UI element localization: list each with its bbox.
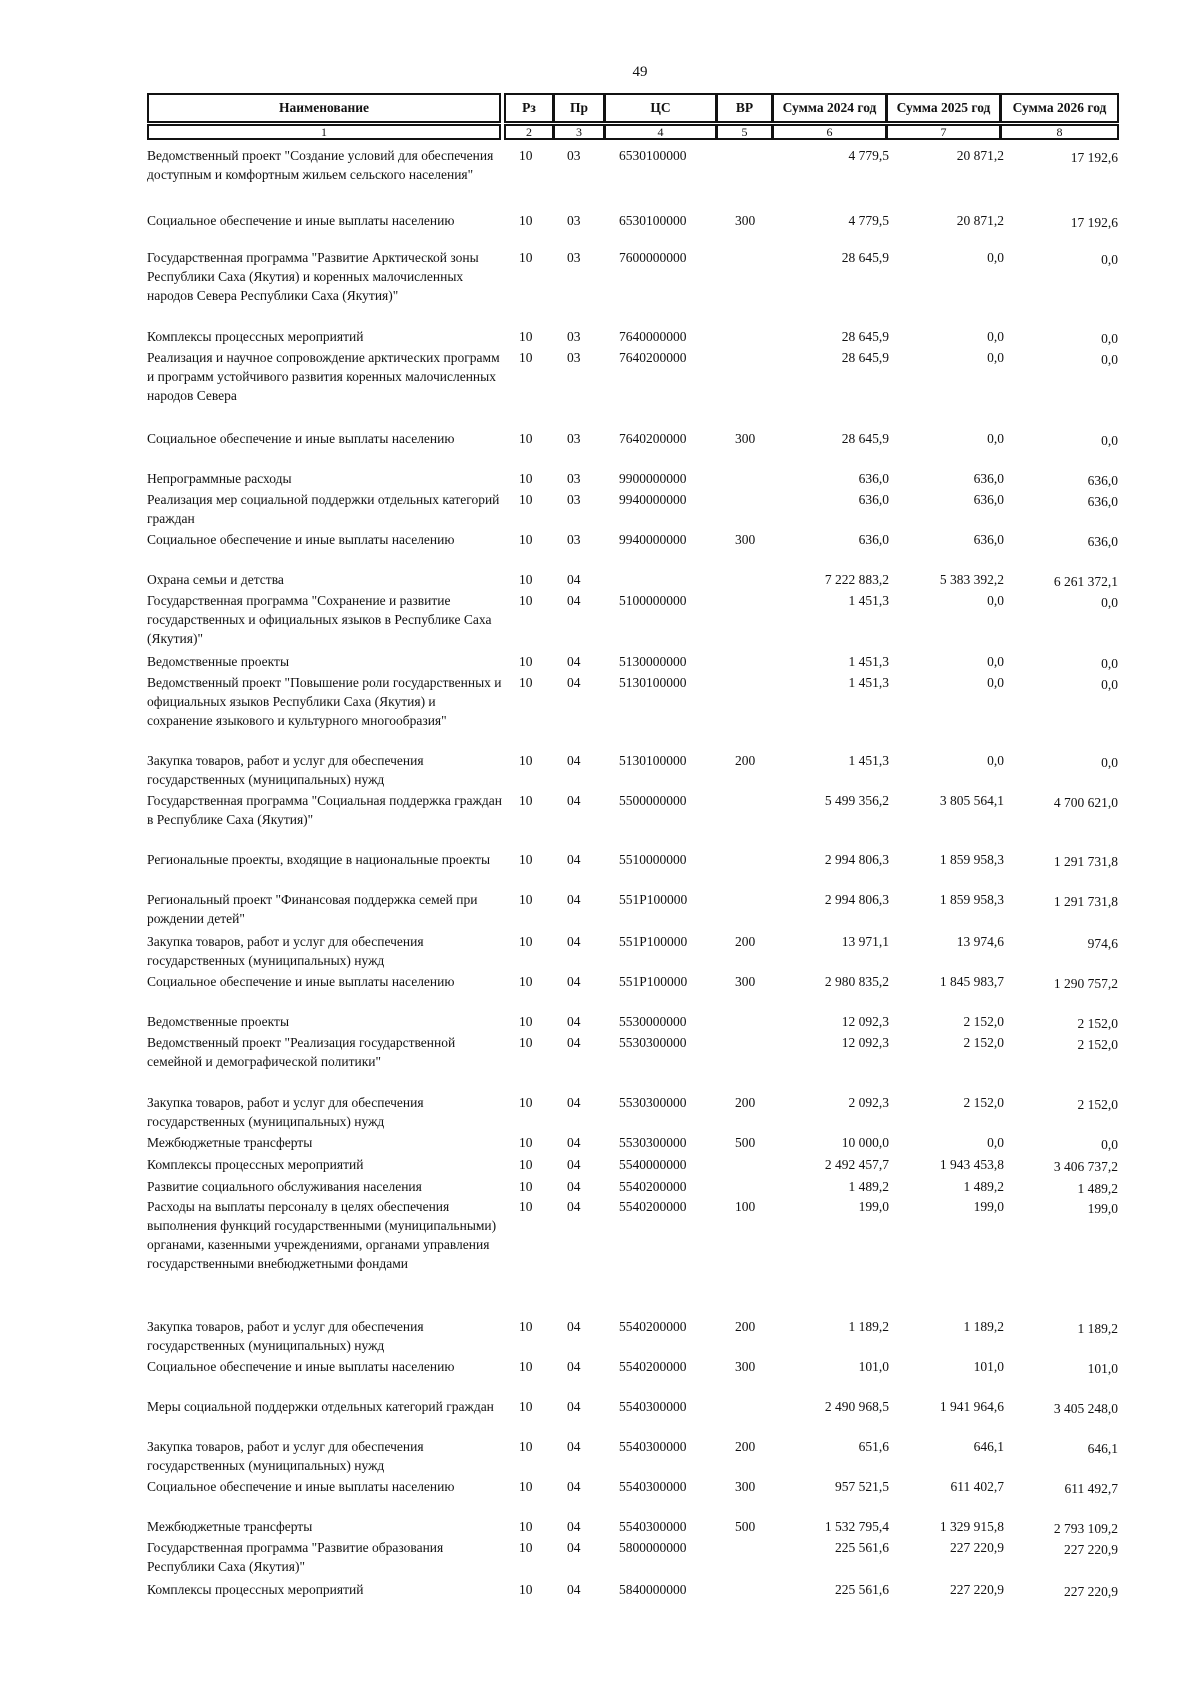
cell-s2024: 636,0 [858, 492, 889, 507]
cell-s2025: 2 152,0 [963, 1014, 1004, 1029]
cell-name: Расходы на выплаты персоналу в целях обеспечения выполнения функций государственными (муниципальными) органами, казенными учреждениями, органами управления государственными внебюджетными фондами [147, 1199, 497, 1271]
cell-name: Социальное обеспечение и иные выплаты населению [147, 974, 455, 989]
cell-pr: 04 [567, 974, 581, 989]
cell-s2024: 4 779,5 [848, 148, 889, 163]
cell-rz: 10 [519, 892, 533, 907]
cell-cs: 5540300000 [619, 1519, 687, 1534]
cell-s2026: 611 492,7 [1064, 1481, 1118, 1496]
cell-s2025: 2 152,0 [963, 1095, 1004, 1110]
cell-cs: 5510000000 [619, 852, 687, 867]
cell-s2024: 28 645,9 [841, 329, 889, 344]
cell-s2025: 646,1 [973, 1439, 1004, 1454]
cell-s2026: 6 261 372,1 [1053, 574, 1118, 589]
header-sum-2025: Сумма 2025 год [886, 93, 1001, 123]
cell-name: Комплексы процессных мероприятий [147, 329, 364, 344]
cell-s2026: 0,0 [1101, 331, 1118, 346]
cell-s2025: 611 402,7 [950, 1479, 1004, 1494]
cell-pr: 04 [567, 852, 581, 867]
cell-vr: 500 [735, 1135, 756, 1150]
cell-pr: 04 [567, 1135, 581, 1150]
cell-s2024: 7 222 883,2 [824, 572, 889, 587]
cell-rz: 10 [519, 593, 533, 608]
cell-s2024: 1 189,2 [848, 1319, 889, 1334]
cell-rz: 10 [519, 1179, 533, 1194]
cell-pr: 04 [567, 1439, 581, 1454]
cell-pr: 03 [567, 329, 581, 344]
cell-s2025: 5 383 392,2 [939, 572, 1004, 587]
cell-pr: 03 [567, 431, 581, 446]
cell-cs: 5530300000 [619, 1095, 687, 1110]
cell-s2025: 1 941 964,6 [939, 1399, 1004, 1414]
cell-rz: 10 [519, 431, 533, 446]
cell-s2025: 20 871,2 [956, 148, 1004, 163]
cell-cs: 5100000000 [619, 593, 687, 608]
cell-pr: 04 [567, 1199, 581, 1214]
cell-name: Государственная программа "Сохранение и развитие государственных и официальных языков в Республике Саха (Якутия)" [147, 593, 492, 646]
cell-s2025: 0,0 [987, 1135, 1004, 1150]
cell-name: Государственная программа "Развитие Арктической зоны Республики Саха (Якутия) и коренных малочисленных народов Севера Республики Саха (Якутия)" [147, 250, 479, 303]
cell-rz: 10 [519, 1135, 533, 1150]
cell-s2026: 1 291 731,8 [1053, 854, 1118, 869]
cell-s2026: 0,0 [1101, 433, 1118, 448]
cell-vr: 200 [735, 753, 756, 768]
cell-cs: 6530100000 [619, 148, 687, 163]
cell-cs: 5540300000 [619, 1479, 687, 1494]
cell-pr: 04 [567, 1319, 581, 1334]
cell-cs: 5130100000 [619, 753, 687, 768]
cell-pr: 03 [567, 492, 581, 507]
cell-s2024: 12 092,3 [841, 1014, 889, 1029]
cell-cs: 7640200000 [619, 350, 687, 365]
cell-s2024: 10 000,0 [841, 1135, 889, 1150]
cell-cs: 551P100000 [619, 892, 688, 907]
cell-name: Ведомственный проект "Повышение роли государственных и официальных языков Республики Саха (Якутия) и сохранение языкового и культурного многообразия" [147, 675, 502, 728]
cell-s2025: 1 845 983,7 [939, 974, 1004, 989]
cell-s2024: 28 645,9 [841, 250, 889, 265]
cell-s2025: 636,0 [973, 471, 1004, 486]
cell-name: Государственная программа "Развитие образования Республики Саха (Якутия)" [147, 1540, 444, 1574]
cell-name: Межбюджетные трансферты [147, 1519, 313, 1534]
header-num-6: 6 [772, 124, 887, 140]
cell-rz: 10 [519, 793, 533, 808]
cell-vr: 300 [735, 1479, 756, 1494]
cell-s2025: 227 220,9 [950, 1540, 1004, 1555]
cell-pr: 04 [567, 1157, 581, 1172]
cell-rz: 10 [519, 1095, 533, 1110]
cell-cs: 5530300000 [619, 1135, 687, 1150]
cell-cs: 5540200000 [619, 1319, 687, 1334]
cell-pr: 04 [567, 892, 581, 907]
cell-s2024: 2 994 806,3 [824, 892, 889, 907]
cell-vr: 100 [735, 1199, 756, 1214]
cell-cs: 5130100000 [619, 675, 687, 690]
cell-rz: 10 [519, 1519, 533, 1534]
cell-s2025: 636,0 [973, 492, 1004, 507]
cell-rz: 10 [519, 1035, 533, 1050]
header-num-4: 4 [604, 124, 717, 140]
cell-s2024: 1 451,3 [848, 593, 889, 608]
header-num-7: 7 [886, 124, 1001, 140]
cell-s2026: 4 700 621,0 [1053, 795, 1118, 810]
cell-s2026: 2 152,0 [1077, 1016, 1118, 1031]
cell-s2026: 227 220,9 [1064, 1584, 1118, 1599]
cell-pr: 04 [567, 1540, 581, 1555]
cell-s2026: 2 152,0 [1077, 1097, 1118, 1112]
cell-s2026: 17 192,6 [1070, 215, 1118, 230]
cell-name: Комплексы процессных мероприятий [147, 1157, 364, 1172]
cell-name: Закупка товаров, работ и услуг для обеспечения государственных (муниципальных) нужд [147, 1439, 424, 1473]
cell-s2025: 0,0 [987, 350, 1004, 365]
cell-name: Ведомственные проекты [147, 654, 290, 669]
cell-cs: 5800000000 [619, 1540, 687, 1555]
cell-s2026: 3 406 737,2 [1053, 1159, 1118, 1174]
cell-s2025: 0,0 [987, 654, 1004, 669]
cell-s2025: 1 943 453,8 [939, 1157, 1004, 1172]
cell-s2025: 0,0 [987, 250, 1004, 265]
cell-s2024: 2 492 457,7 [824, 1157, 889, 1172]
cell-pr: 04 [567, 654, 581, 669]
cell-pr: 04 [567, 1095, 581, 1110]
cell-pr: 04 [567, 1359, 581, 1374]
cell-rz: 10 [519, 974, 533, 989]
cell-rz: 10 [519, 213, 533, 228]
cell-rz: 10 [519, 329, 533, 344]
cell-rz: 10 [519, 1582, 533, 1597]
cell-s2025: 13 974,6 [956, 934, 1004, 949]
cell-s2026: 0,0 [1101, 1137, 1118, 1152]
cell-s2026: 0,0 [1101, 755, 1118, 770]
cell-s2024: 1 489,2 [848, 1179, 889, 1194]
cell-name: Непрограммные расходы [147, 471, 292, 486]
cell-name: Комплексы процессных мероприятий [147, 1582, 364, 1597]
cell-cs: 7640000000 [619, 329, 687, 344]
cell-name: Государственная программа "Социальная поддержка граждан в Республике Саха (Якутия)" [147, 793, 502, 827]
cell-rz: 10 [519, 675, 533, 690]
cell-s2024: 1 451,3 [848, 753, 889, 768]
cell-name: Закупка товаров, работ и услуг для обеспечения государственных (муниципальных) нужд [147, 934, 424, 968]
cell-rz: 10 [519, 572, 533, 587]
cell-s2024: 2 490 968,5 [824, 1399, 889, 1414]
cell-rz: 10 [519, 250, 533, 265]
cell-name: Закупка товаров, работ и услуг для обеспечения государственных (муниципальных) нужд [147, 753, 424, 787]
cell-rz: 10 [519, 148, 533, 163]
cell-pr: 04 [567, 1519, 581, 1534]
cell-cs: 5540300000 [619, 1399, 687, 1414]
header-num-8: 8 [1000, 124, 1119, 140]
cell-rz: 10 [519, 1399, 533, 1414]
cell-vr: 200 [735, 1095, 756, 1110]
cell-s2024: 28 645,9 [841, 350, 889, 365]
cell-s2026: 1 291 731,8 [1053, 894, 1118, 909]
cell-pr: 04 [567, 1179, 581, 1194]
cell-pr: 03 [567, 250, 581, 265]
cell-pr: 03 [567, 148, 581, 163]
header-sum-2026: Сумма 2026 год [1000, 93, 1119, 123]
cell-s2025: 0,0 [987, 431, 1004, 446]
cell-name: Ведомственные проекты [147, 1014, 290, 1029]
cell-name: Межбюджетные трансферты [147, 1135, 313, 1150]
cell-name: Региональный проект "Финансовая поддержка семей при рождении детей" [147, 892, 478, 926]
cell-s2026: 0,0 [1101, 595, 1118, 610]
cell-vr: 500 [735, 1519, 756, 1534]
cell-cs: 5840000000 [619, 1582, 687, 1597]
cell-name: Социальное обеспечение и иные выплаты населению [147, 213, 455, 228]
cell-s2026: 17 192,6 [1070, 150, 1118, 165]
cell-s2024: 225 561,6 [835, 1582, 889, 1597]
header-name: Наименование [147, 93, 501, 123]
cell-name: Социальное обеспечение и иные выплаты населению [147, 1359, 455, 1374]
cell-cs: 5530000000 [619, 1014, 687, 1029]
cell-s2024: 636,0 [858, 532, 889, 547]
header-rz: Рз [504, 93, 554, 123]
cell-cs: 5540300000 [619, 1439, 687, 1454]
cell-s2025: 1 489,2 [963, 1179, 1004, 1194]
cell-cs: 6530100000 [619, 213, 687, 228]
cell-pr: 04 [567, 593, 581, 608]
cell-name: Региональные проекты, входящие в национальные проекты [147, 852, 491, 867]
cell-cs: 5540200000 [619, 1179, 687, 1194]
cell-s2025: 227 220,9 [950, 1582, 1004, 1597]
cell-pr: 04 [567, 793, 581, 808]
cell-s2025: 0,0 [987, 593, 1004, 608]
header-vr: ВР [716, 93, 773, 123]
cell-rz: 10 [519, 753, 533, 768]
header-num-1: 1 [147, 124, 501, 140]
cell-name: Развитие социального обслуживания населения [147, 1179, 422, 1194]
cell-s2024: 1 451,3 [848, 675, 889, 690]
cell-s2025: 1 189,2 [963, 1319, 1004, 1334]
cell-vr: 200 [735, 934, 756, 949]
header-pr: Пр [553, 93, 605, 123]
cell-s2024: 636,0 [858, 471, 889, 486]
cell-cs: 9940000000 [619, 532, 687, 547]
header-num-2: 2 [504, 124, 554, 140]
cell-s2026: 636,0 [1087, 534, 1118, 549]
cell-s2024: 957 521,5 [835, 1479, 889, 1494]
cell-vr: 200 [735, 1319, 756, 1334]
cell-cs: 7640200000 [619, 431, 687, 446]
cell-name: Меры социальной поддержки отдельных категорий граждан [147, 1399, 494, 1414]
cell-cs: 7600000000 [619, 250, 687, 265]
cell-name: Социальное обеспечение и иные выплаты населению [147, 1479, 455, 1494]
cell-s2025: 20 871,2 [956, 213, 1004, 228]
cell-s2024: 2 994 806,3 [824, 852, 889, 867]
cell-rz: 10 [519, 532, 533, 547]
cell-s2026: 1 489,2 [1077, 1181, 1118, 1196]
cell-name: Реализация мер социальной поддержки отдельных категорий граждан [147, 492, 500, 526]
cell-s2026: 3 405 248,0 [1053, 1401, 1118, 1416]
cell-s2025: 0,0 [987, 329, 1004, 344]
cell-cs: 5540000000 [619, 1157, 687, 1172]
cell-rz: 10 [519, 492, 533, 507]
page-number: 49 [632, 64, 648, 80]
header-num-3: 3 [553, 124, 605, 140]
cell-name: Реализация и научное сопровождение арктических программ и программ устойчивого развития коренных малочисленных народов Севера [147, 350, 500, 403]
cell-s2026: 2 793 109,2 [1053, 1521, 1118, 1536]
cell-s2024: 4 779,5 [848, 213, 889, 228]
cell-pr: 03 [567, 350, 581, 365]
cell-cs: 5540200000 [619, 1359, 687, 1374]
cell-pr: 04 [567, 1479, 581, 1494]
cell-s2025: 0,0 [987, 675, 1004, 690]
cell-cs: 9940000000 [619, 492, 687, 507]
cell-s2025: 199,0 [973, 1199, 1004, 1214]
cell-pr: 04 [567, 1035, 581, 1050]
cell-name: Закупка товаров, работ и услуг для обеспечения государственных (муниципальных) нужд [147, 1095, 424, 1129]
cell-vr: 300 [735, 532, 756, 547]
cell-name: Социальное обеспечение и иные выплаты населению [147, 532, 455, 547]
cell-pr: 03 [567, 532, 581, 547]
cell-pr: 04 [567, 1014, 581, 1029]
cell-rz: 10 [519, 1199, 533, 1214]
cell-rz: 10 [519, 1540, 533, 1555]
cell-vr: 300 [735, 213, 756, 228]
cell-s2026: 636,0 [1087, 494, 1118, 509]
cell-s2025: 3 805 564,1 [939, 793, 1004, 808]
cell-cs: 5500000000 [619, 793, 687, 808]
cell-s2024: 101,0 [858, 1359, 889, 1374]
cell-s2024: 1 532 795,4 [824, 1519, 889, 1534]
cell-rz: 10 [519, 852, 533, 867]
cell-cs: 551P100000 [619, 934, 688, 949]
cell-name: Охрана семьи и детства [147, 572, 284, 587]
cell-vr: 300 [735, 431, 756, 446]
cell-name: Социальное обеспечение и иные выплаты населению [147, 431, 455, 446]
cell-s2024: 2 980 835,2 [824, 974, 889, 989]
cell-s2026: 101,0 [1087, 1361, 1118, 1376]
cell-s2026: 1 290 757,2 [1053, 976, 1118, 991]
header-num-5: 5 [716, 124, 773, 140]
cell-s2026: 0,0 [1101, 677, 1118, 692]
cell-rz: 10 [519, 934, 533, 949]
cell-s2025: 636,0 [973, 532, 1004, 547]
cell-rz: 10 [519, 1439, 533, 1454]
cell-pr: 04 [567, 1582, 581, 1597]
cell-pr: 04 [567, 1399, 581, 1414]
cell-pr: 03 [567, 471, 581, 486]
cell-s2024: 2 092,3 [848, 1095, 889, 1110]
cell-pr: 04 [567, 753, 581, 768]
cell-s2026: 646,1 [1087, 1441, 1118, 1456]
cell-s2026: 199,0 [1087, 1201, 1118, 1216]
cell-s2026: 974,6 [1087, 936, 1118, 951]
cell-s2026: 2 152,0 [1077, 1037, 1118, 1052]
cell-cs: 551P100000 [619, 974, 688, 989]
cell-s2024: 1 451,3 [848, 654, 889, 669]
cell-cs: 9900000000 [619, 471, 687, 486]
cell-vr: 300 [735, 1359, 756, 1374]
cell-s2024: 225 561,6 [835, 1540, 889, 1555]
cell-s2026: 0,0 [1101, 656, 1118, 671]
cell-s2024: 199,0 [858, 1199, 889, 1214]
cell-s2025: 2 152,0 [963, 1035, 1004, 1050]
cell-s2026: 1 189,2 [1077, 1321, 1118, 1336]
cell-rz: 10 [519, 471, 533, 486]
cell-s2024: 5 499 356,2 [824, 793, 889, 808]
cell-s2024: 13 971,1 [841, 934, 889, 949]
cell-s2024: 12 092,3 [841, 1035, 889, 1050]
cell-rz: 10 [519, 1479, 533, 1494]
cell-cs: 5130000000 [619, 654, 687, 669]
cell-s2024: 28 645,9 [841, 431, 889, 446]
cell-s2025: 1 859 958,3 [939, 852, 1004, 867]
cell-rz: 10 [519, 654, 533, 669]
cell-vr: 200 [735, 1439, 756, 1454]
cell-cs: 5540200000 [619, 1199, 687, 1214]
cell-rz: 10 [519, 1319, 533, 1334]
cell-rz: 10 [519, 1157, 533, 1172]
cell-s2025: 101,0 [973, 1359, 1004, 1374]
cell-s2024: 651,6 [858, 1439, 889, 1454]
cell-s2025: 1 329 915,8 [939, 1519, 1004, 1534]
cell-pr: 04 [567, 572, 581, 587]
cell-rz: 10 [519, 1359, 533, 1374]
header-sum-2024: Сумма 2024 год [772, 93, 887, 123]
cell-s2026: 0,0 [1101, 352, 1118, 367]
cell-pr: 03 [567, 213, 581, 228]
header-cs: ЦС [604, 93, 717, 123]
cell-pr: 04 [567, 934, 581, 949]
cell-name: Ведомственный проект "Реализация государственной семейной и демографической политики" [147, 1035, 456, 1069]
cell-name: Закупка товаров, работ и услуг для обеспечения государственных (муниципальных) нужд [147, 1319, 424, 1353]
cell-s2025: 0,0 [987, 753, 1004, 768]
cell-s2026: 0,0 [1101, 252, 1118, 267]
cell-rz: 10 [519, 350, 533, 365]
cell-s2025: 1 859 958,3 [939, 892, 1004, 907]
cell-s2026: 636,0 [1087, 473, 1118, 488]
cell-pr: 04 [567, 675, 581, 690]
cell-name: Ведомственный проект "Создание условий для обеспечения доступным и комфортным жильем сельского населения" [147, 148, 494, 182]
cell-rz: 10 [519, 1014, 533, 1029]
cell-vr: 300 [735, 974, 756, 989]
cell-s2026: 227 220,9 [1064, 1542, 1118, 1557]
cell-cs: 5530300000 [619, 1035, 687, 1050]
